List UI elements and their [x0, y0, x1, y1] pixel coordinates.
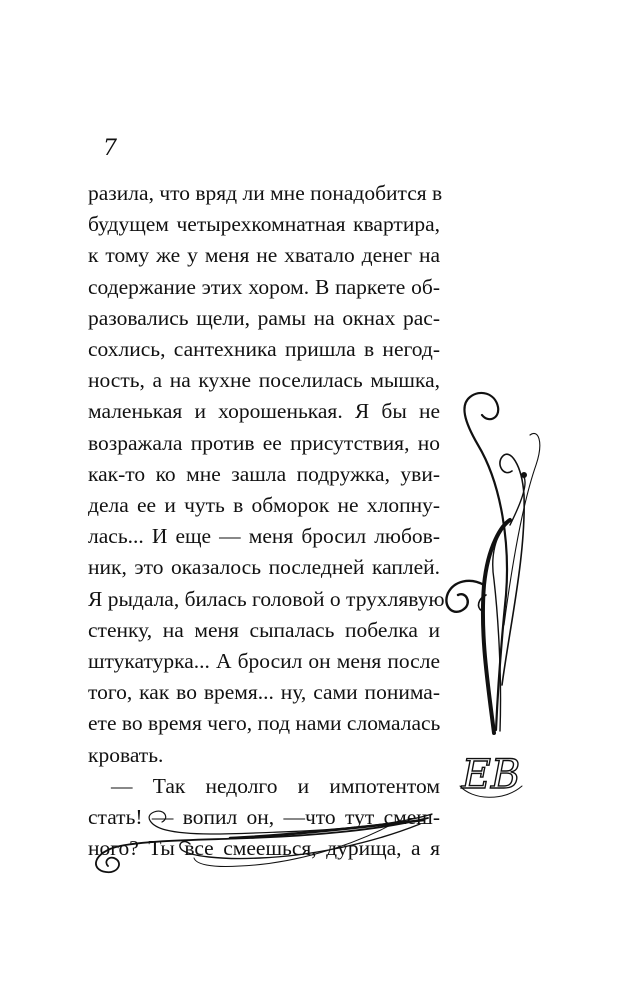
text-line: лась... И еще — меня бросил любов- [88, 524, 440, 549]
text-line: стать! — вопил он, —что тут смеш- [88, 805, 440, 830]
text-line: разовались щели, рамы на окнах рас- [88, 305, 440, 330]
text-line: кровать. [88, 742, 164, 767]
text-line: возражала против ее присутствия, но [88, 430, 440, 455]
text-line: стенку, на меня сыпалась побелка и [88, 617, 440, 642]
swirl-flourish-icon [80, 800, 440, 880]
text-line: сохлись, сантехника пришла в негод- [88, 337, 440, 362]
monogram-icon [452, 742, 530, 808]
text-line: ного? Ты все смеешься, дурища, а я [88, 836, 440, 861]
text-line: — Так недолго и импотентом [111, 773, 440, 798]
text-line: будущем четырехкомнатная квартира, [88, 212, 440, 237]
text-line: ник, это оказалось последней каплей. [88, 555, 440, 580]
text-line: как-то ко мне зашла подружка, уви- [88, 461, 440, 486]
text-line: маленькая и хорошенькая. Я бы не [88, 399, 440, 424]
page-number: 7 [103, 136, 117, 161]
text-line: содержание этих хором. В паркете об- [88, 274, 440, 299]
text-line: ность, а на кухне поселилась мышка, [88, 368, 440, 393]
text-line: дела ее и чуть в обморок не хлопну- [88, 493, 440, 518]
vine-flourish-icon [440, 385, 560, 750]
text-line: штукатурка... А бросил он меня после [88, 649, 440, 674]
monogram-text: EB [461, 752, 521, 798]
text-line: к тому же у меня не хватало денег на [88, 243, 440, 268]
text-line: того, как во время... ну, сами понима- [88, 680, 440, 705]
text-line: разила, что вряд ли мне понадобится в [88, 181, 443, 205]
text-line: ете во время чего, под нами сломалась [88, 711, 441, 736]
body-text [88, 178, 445, 864]
text-line: Я рыдала, билась головой о трухлявую [88, 586, 445, 611]
